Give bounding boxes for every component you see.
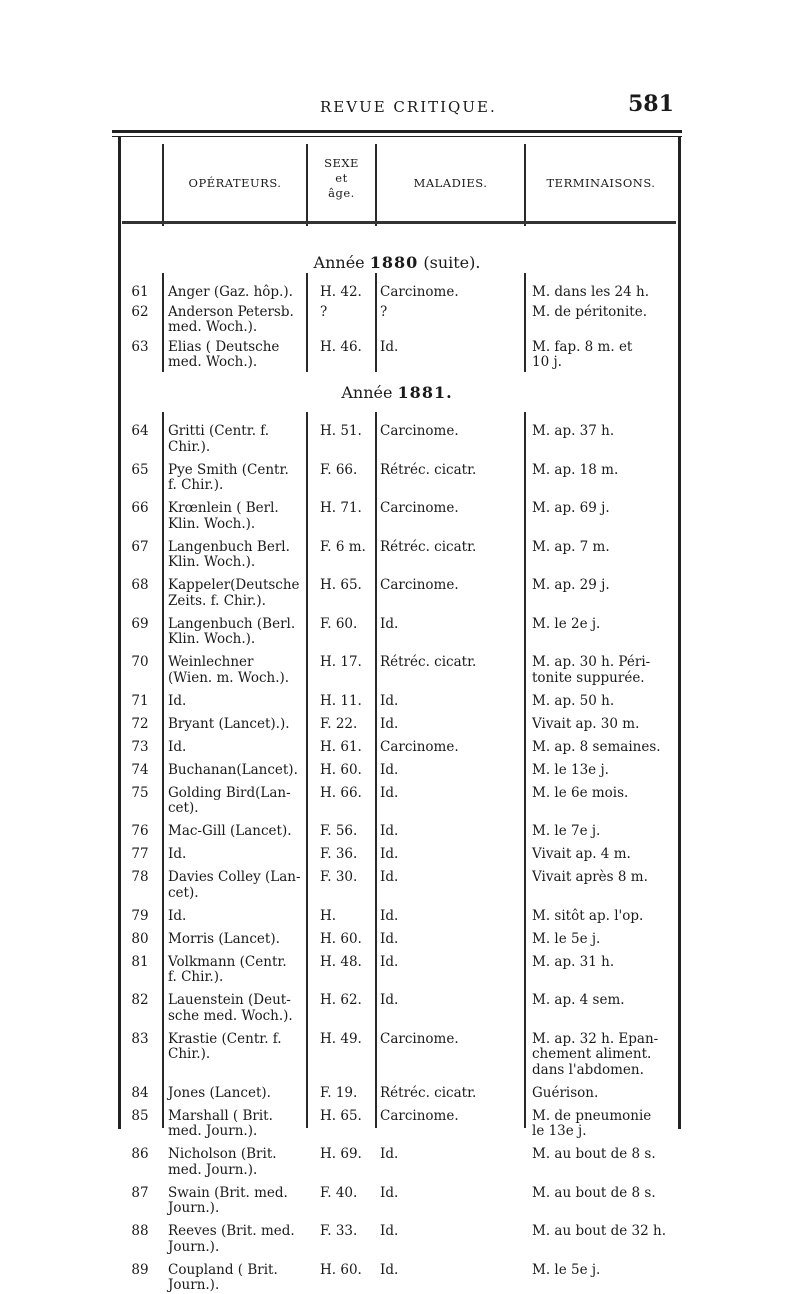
outcome-line: M. le 13e j. xyxy=(532,761,609,778)
year-suffix: (suite). xyxy=(423,253,481,272)
operator-line: (Wien. m. Woch.). xyxy=(168,669,290,686)
operator-line: f. Chir.). xyxy=(168,477,224,493)
disease: Id. xyxy=(380,784,399,801)
sex-age: H. xyxy=(320,907,337,924)
operator-line: Coupland ( Brit. xyxy=(168,1261,278,1278)
sex-age: H. 11. xyxy=(320,692,362,709)
disease: Carcinome. xyxy=(380,1030,459,1047)
outcome-line: tonite suppurée. xyxy=(532,669,645,686)
table-row xyxy=(124,824,674,840)
outcome-line: M. ap. 4 sem. xyxy=(532,992,625,1008)
operator-line: med. Woch.). xyxy=(168,319,258,335)
operator-line: med. Journ.). xyxy=(168,1123,258,1139)
disease: Rétréc. cicatr. xyxy=(380,654,477,670)
table-row xyxy=(124,1086,674,1102)
col-header-terminaisons: TERMINAISONS. xyxy=(546,176,656,190)
row-number: 86 xyxy=(131,1146,149,1162)
disease: Id. xyxy=(380,1184,399,1201)
operator-line: Anger (Gaz. hôp.). xyxy=(168,284,293,300)
row-number: 73 xyxy=(131,738,149,755)
outcome-line: M. au bout de 8 s. xyxy=(532,1146,656,1162)
outcome-line: M. ap. 31 h. xyxy=(532,953,615,970)
row-number: 79 xyxy=(131,907,149,924)
operator-line: Krastie (Centr. f. xyxy=(168,1030,282,1047)
operator-line: Kappeler(Deutsche xyxy=(168,577,300,593)
operator-line: Elias ( Deutsche xyxy=(168,338,280,355)
operator-line: Volkmann (Centr. xyxy=(168,953,287,970)
outcome-line: M. le 5e j. xyxy=(532,930,601,947)
table-row xyxy=(124,1186,674,1217)
operator-line: Davies Colley (Lan- xyxy=(168,869,301,885)
row-number: 62 xyxy=(131,303,149,320)
col-header-sexe-line2: et xyxy=(335,171,348,185)
disease: Carcinome. xyxy=(380,284,459,300)
row-number: 68 xyxy=(131,577,149,593)
row-number: 76 xyxy=(131,823,149,839)
sex-age: H. 49. xyxy=(320,1030,362,1047)
operator-line: cet). xyxy=(168,800,199,816)
top-rule xyxy=(112,130,682,133)
outcome-line: 10 j. xyxy=(532,354,562,370)
outcome-line: M. le 6e mois. xyxy=(532,784,629,801)
row-number: 70 xyxy=(131,654,149,670)
operator-line: Marshall ( Brit. xyxy=(168,1107,273,1124)
sex-age: H. 65. xyxy=(320,1107,362,1124)
sex-age: H. 42. xyxy=(320,284,362,300)
table-row xyxy=(124,1147,674,1178)
disease: Id. xyxy=(380,823,399,839)
table-row xyxy=(124,993,674,1024)
top-rule-thin xyxy=(112,136,682,137)
year-heading xyxy=(112,253,682,272)
table-row xyxy=(124,340,674,371)
outcome-line: M. dans les 24 h. xyxy=(532,284,649,300)
table-row xyxy=(124,501,674,532)
col-header-sexe xyxy=(308,156,375,201)
row-number: 66 xyxy=(131,500,149,516)
operator-line: Bryant (Lancet).). xyxy=(168,715,290,732)
disease: Carcinome. xyxy=(380,423,459,439)
table-row xyxy=(124,1109,674,1140)
sex-age: F. 60. xyxy=(320,615,358,632)
sex-age: F. 40. xyxy=(320,1184,358,1201)
operator-line: Zeits. f. Chir.). xyxy=(168,592,266,609)
operator-line: Klin. Woch.). xyxy=(168,515,256,532)
disease: Rétréc. cicatr. xyxy=(380,461,477,478)
year-label: Année xyxy=(313,253,365,272)
outcome-line: M. ap. 8 semaines. xyxy=(532,738,661,755)
disease: Id. xyxy=(380,930,399,947)
row-number: 75 xyxy=(131,784,149,801)
outcome-line: M. ap. 29 j. xyxy=(532,577,610,593)
sex-age: H. 17. xyxy=(320,654,362,670)
sex-age: H. 71. xyxy=(320,500,362,516)
operator-line: Anderson Petersb. xyxy=(168,303,294,320)
disease: Id. xyxy=(380,761,399,778)
table-row xyxy=(124,1224,674,1255)
row-number: 65 xyxy=(131,461,149,478)
operator-line: Weinlechner xyxy=(168,654,254,670)
table-row xyxy=(124,870,674,901)
outcome-line: Vivait ap. 4 m. xyxy=(532,846,631,862)
table-row xyxy=(124,763,674,779)
sex-age: H. 46. xyxy=(320,338,362,355)
page-number: 581 xyxy=(628,91,674,117)
table-row xyxy=(124,786,674,817)
disease: Rétréc. cicatr. xyxy=(380,1084,477,1101)
table-row xyxy=(124,655,674,686)
operator-line: Langenbuch Berl. xyxy=(168,538,290,555)
row-number: 84 xyxy=(131,1084,149,1101)
operator-line: Langenbuch (Berl. xyxy=(168,615,296,632)
col-header-sexe-line3: âge. xyxy=(328,186,355,200)
row-number: 80 xyxy=(131,930,149,947)
sex-age: H. 62. xyxy=(320,992,362,1008)
table-row xyxy=(124,740,674,756)
sex-age: F. 6 m. xyxy=(320,538,366,555)
operator-line: Gritti (Centr. f. xyxy=(168,423,270,439)
operator-line: Buchanan(Lancet). xyxy=(168,761,298,778)
table-row xyxy=(124,578,674,609)
disease: Id. xyxy=(380,992,399,1008)
operator-line: Id. xyxy=(168,846,187,862)
disease: Id. xyxy=(380,953,399,970)
outcome-line: M. ap. 32 h. Epan- xyxy=(532,1030,659,1047)
outcome-line: M. au bout de 8 s. xyxy=(532,1184,656,1201)
outcome-line: M. de péritonite. xyxy=(532,303,648,320)
outcome-line: M. ap. 18 m. xyxy=(532,461,619,478)
table-row xyxy=(124,285,674,301)
row-number: 64 xyxy=(131,423,149,439)
outcome-line: M. fap. 8 m. et xyxy=(532,338,633,355)
row-number: 63 xyxy=(131,338,149,355)
disease: Id. xyxy=(380,338,399,355)
row-number: 72 xyxy=(131,715,149,732)
operator-line: Mac-Gill (Lancet). xyxy=(168,823,292,839)
table-right-border xyxy=(678,137,681,1129)
outcome-line: M. ap. 7 m. xyxy=(532,538,610,555)
sex-age: H. 66. xyxy=(320,784,362,801)
table-row xyxy=(124,847,674,863)
sex-age: F. 66. xyxy=(320,461,358,478)
table-row xyxy=(124,717,674,733)
table-row xyxy=(124,463,674,494)
sex-age: H. 60. xyxy=(320,761,362,778)
sex-age: H. 60. xyxy=(320,1261,362,1278)
row-number: 74 xyxy=(131,761,149,778)
operator-line: Journ.). xyxy=(168,1238,220,1255)
outcome-line: Vivait après 8 m. xyxy=(532,869,648,885)
operator-line: Nicholson (Brit. xyxy=(168,1146,277,1162)
operator-line: Lauenstein (Deut- xyxy=(168,992,291,1008)
sex-age: ? xyxy=(320,303,328,320)
disease: Id. xyxy=(380,615,399,632)
disease: ? xyxy=(380,303,388,320)
disease: Id. xyxy=(380,1146,399,1162)
sex-age: H. 60. xyxy=(320,930,362,947)
table-left-border xyxy=(118,137,121,1129)
operator-line: Id. xyxy=(168,907,187,924)
disease: Rétréc. cicatr. xyxy=(380,538,477,555)
operator-line: Jones (Lancet). xyxy=(168,1084,271,1101)
sex-age: F. 36. xyxy=(320,846,358,862)
outcome-line: M. le 2e j. xyxy=(532,615,601,632)
sex-age: H. 51. xyxy=(320,423,362,439)
disease: Carcinome. xyxy=(380,1107,459,1124)
outcome-line: M. sitôt ap. l'op. xyxy=(532,907,644,924)
outcome-line: M. au bout de 32 h. xyxy=(532,1223,666,1239)
sex-age: F. 19. xyxy=(320,1084,358,1101)
row-number: 69 xyxy=(131,615,149,632)
year-heading xyxy=(112,383,682,402)
sex-age: H. 69. xyxy=(320,1146,362,1162)
outcome-line: M. ap. 30 h. Péri- xyxy=(532,654,651,670)
table-row xyxy=(124,1032,674,1079)
table-row xyxy=(124,305,674,336)
outcome-line: M. le 7e j. xyxy=(532,823,601,839)
table-row xyxy=(124,932,674,948)
table-row xyxy=(124,955,674,986)
running-head: REVUE CRITIQUE. xyxy=(320,98,497,116)
outcome-line: le 13e j. xyxy=(532,1123,587,1139)
year-value: 1881. xyxy=(397,383,453,402)
disease: Id. xyxy=(380,1261,399,1278)
outcome-line: M. ap. 50 h. xyxy=(532,692,615,709)
operator-line: Klin. Woch.). xyxy=(168,631,256,647)
disease: Carcinome. xyxy=(380,500,459,516)
disease: Carcinome. xyxy=(380,577,459,593)
sex-age: H. 65. xyxy=(320,577,362,593)
outcome-line: M. le 5e j. xyxy=(532,1261,601,1278)
outcome-line: M. ap. 69 j. xyxy=(532,500,610,516)
row-number: 88 xyxy=(131,1223,149,1239)
disease: Carcinome. xyxy=(380,738,459,755)
disease: Id. xyxy=(380,907,399,924)
table-row xyxy=(124,694,674,710)
row-number: 83 xyxy=(131,1030,149,1047)
outcome-line: Vivait ap. 30 m. xyxy=(532,715,640,732)
sex-age: H. 61. xyxy=(320,738,362,755)
col-header-maladies: MALADIES. xyxy=(413,176,488,190)
operator-line: Swain (Brit. med. xyxy=(168,1184,288,1201)
sex-age: F. 33. xyxy=(320,1223,358,1239)
operator-line: Morris (Lancet). xyxy=(168,930,280,947)
col-header-sexe-line1: SEXE xyxy=(324,156,359,170)
operator-line: Id. xyxy=(168,692,187,709)
header-rule xyxy=(122,221,676,224)
sex-age: H. 48. xyxy=(320,953,362,970)
row-number: 61 xyxy=(131,284,149,300)
table-row xyxy=(124,909,674,925)
operator-line: Golding Bird(Lan- xyxy=(168,784,291,801)
operator-line: Klin. Woch.). xyxy=(168,554,256,570)
disease: Id. xyxy=(380,715,399,732)
operator-line: cet). xyxy=(168,884,199,901)
table-row xyxy=(124,617,674,648)
disease: Id. xyxy=(380,1223,399,1239)
disease: Id. xyxy=(380,869,399,885)
row-number: 67 xyxy=(131,538,149,555)
operator-line: Id. xyxy=(168,738,187,755)
operator-line: sche med. Woch.). xyxy=(168,1007,293,1024)
outcome-line: dans l'abdomen. xyxy=(532,1061,644,1078)
sex-age: F. 30. xyxy=(320,869,358,885)
year-label: Année xyxy=(341,383,393,402)
table-row xyxy=(124,424,674,455)
row-number: 82 xyxy=(131,992,149,1008)
outcome-line: M. de pneumonie xyxy=(532,1107,652,1124)
operator-line: Journ.). xyxy=(168,1277,220,1293)
operator-line: med. Journ.). xyxy=(168,1161,258,1178)
disease: Id. xyxy=(380,692,399,709)
disease: Id. xyxy=(380,846,399,862)
operator-line: Journ.). xyxy=(168,1200,220,1216)
operator-line: Reeves (Brit. med. xyxy=(168,1223,295,1239)
row-number: 85 xyxy=(131,1107,149,1124)
operator-line: Krœnlein ( Berl. xyxy=(168,500,279,516)
year-value: 1880 xyxy=(369,253,419,272)
operator-line: med. Woch.). xyxy=(168,354,258,370)
table-row xyxy=(124,540,674,571)
sex-age: F. 22. xyxy=(320,715,358,732)
operator-line: Chir.). xyxy=(168,438,211,455)
row-number: 77 xyxy=(131,846,149,862)
operator-line: Pye Smith (Centr. xyxy=(168,461,289,478)
row-number: 78 xyxy=(131,869,149,885)
operator-line: f. Chir.). xyxy=(168,969,224,985)
row-number: 87 xyxy=(131,1184,149,1201)
outcome-line: M. ap. 37 h. xyxy=(532,423,615,439)
outcome-line: chement aliment. xyxy=(532,1046,652,1062)
row-number: 81 xyxy=(131,953,149,970)
row-number: 71 xyxy=(131,692,149,709)
table-row xyxy=(124,1263,674,1294)
operator-line: Chir.). xyxy=(168,1046,211,1062)
sex-age: F. 56. xyxy=(320,823,358,839)
outcome-line: Guérison. xyxy=(532,1084,599,1101)
col-header-operateurs: OPÉRATEURS. xyxy=(188,176,282,190)
row-number: 89 xyxy=(131,1261,149,1278)
